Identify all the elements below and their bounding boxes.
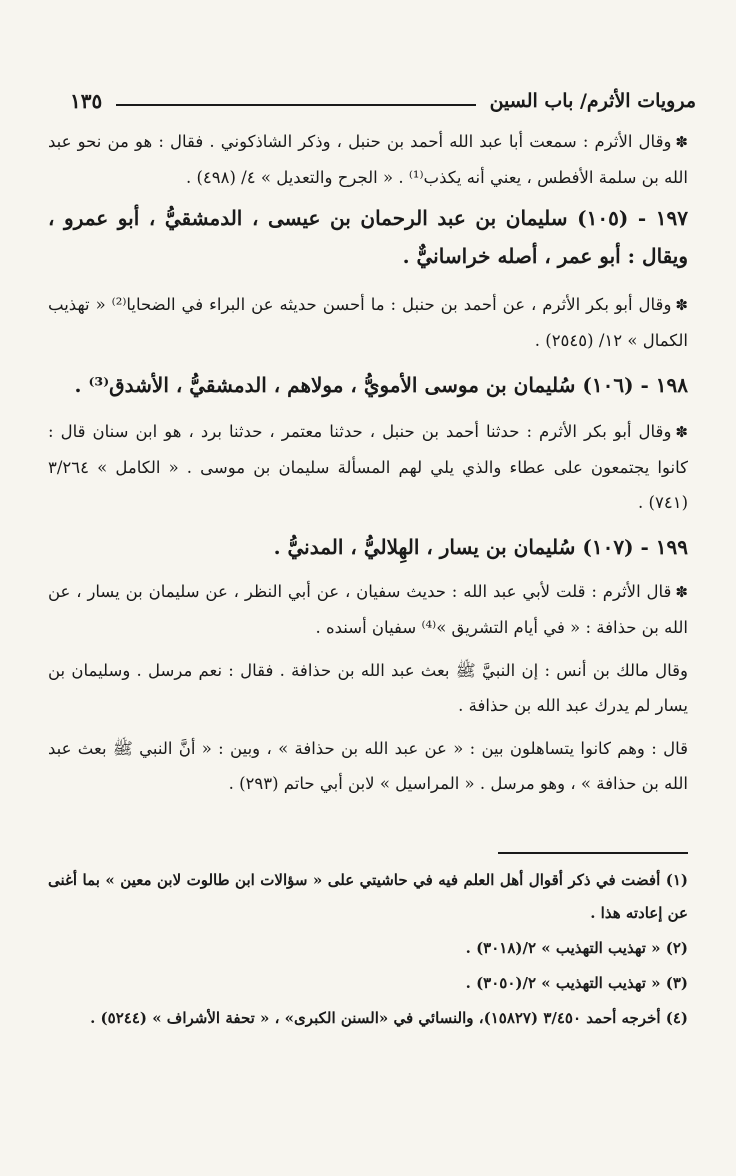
paragraph-3 [48, 414, 688, 520]
running-title: مرويات الأثرم/ باب السين [489, 90, 696, 112]
paragraph-text: وقال مالك بن أنس : إن النبيَّ ﷺ بعث عبد الله بن حذافة . فقال : نعم مرسل . وسليمان بن يسار لم يدرك عبد الله بن حذافة . [48, 661, 688, 715]
paragraph-text: قال : وهم كانوا يتساهلون بين : « عن عبد الله بن حذافة » ، وبين : « أنَّ النبي ﷺ بعث عبد الله بن حذافة » ، وهو مرسل . « المراسيل » لابن أبي حاتم (٢٩٣) . [48, 739, 688, 793]
page-header [40, 84, 696, 118]
entry-199: ١٩٩ - (١٠٧) سُليمان بن يسار ، الهِلاليُّ ، المدنيُّ . [273, 535, 688, 559]
paragraph-1 [48, 124, 688, 195]
page-number: ١٣٥ [70, 89, 103, 113]
paragraph-5 [48, 653, 688, 723]
footnote-3: (٣) « تهذيب التهذيب » ٢/(٣٠٥٠) . [465, 974, 688, 992]
entry-198: ١٩٨ - (١٠٦) سُليمان بن موسى الأمويُّ ، مولاهم ، الدمشقيُّ ، الأشدق⁽³⁾ . [74, 373, 688, 397]
asterism-icon: ✽ [675, 296, 688, 314]
paragraph-text: وقال أبو بكر الأثرم ، عن أحمد بن حنبل : ما أحسن حديثه عن البراء في الضحايا⁽²⁾ « تهذيب الكمال » ١٢/ (٢٥٤٥) . [48, 295, 688, 350]
main-text [48, 124, 688, 801]
paragraph-6 [48, 731, 688, 801]
paragraph-text: وقال الأثرم : سمعت أبا عبد الله أحمد بن حنبل ، وذكر الشاذكوني . فقال : هو من نحو عبد الله بن سلمة الأفطس ، يعني أنه يكذب⁽¹⁾ . « الجرح والتعديل » ٤/ (٤٩٨) . [48, 132, 688, 187]
paragraph-text: قال الأثرم : قلت لأبي عبد الله : حديث سفيان ، عن أبي النظر ، عن سليمان بن يسار ، عن الله بن حذافة : « في أيام التشريق »⁽⁴⁾ سفيان أسنده . [48, 582, 688, 637]
footnote-1: (١) أفضت في ذكر أقوال أهل العلم فيه في حاشيتي على « سؤالات ابن طالوت لابن معين » بما أغنى عن إعادته هذا . [48, 871, 688, 922]
footnote-4: (٤) أخرجه أحمد ٣/٤٥٠ (١٥٨٢٧)، والنسائي في «السنن الكبرى» ، « تحفة الأشراف » (٥٢٤٤) . [90, 1009, 688, 1027]
entry-197: ١٩٧ - (١٠٥) سليمان بن عبد الرحمان بن عيسى ، الدمشقيُّ ، أبو عمرو ، ويقال : أبو عمر ، أصله خراسانيٌّ . [48, 206, 688, 268]
asterism-icon: ✽ [675, 423, 688, 441]
paragraph-2 [48, 287, 688, 358]
asterism-icon: ✽ [675, 583, 688, 601]
footnote-separator [498, 852, 688, 854]
paragraph-text: وقال أبو بكر الأثرم : حدثنا أحمد بن حنبل ، حدثنا معتمر ، حدثنا برد ، هو ابن سنان قال : كانوا يجتمعون على عطاء والذي يلي لهم المسألة سليمان بن موسى . « الكامل » ٣/٢٦٤ (٧٤١) . [48, 422, 688, 512]
paragraph-4 [48, 574, 688, 645]
footnote-2: (٢) « تهذيب التهذيب » ٢/(٣٠١٨) . [465, 939, 688, 957]
footnotes [48, 864, 688, 1037]
asterism-icon: ✽ [675, 133, 688, 151]
header-rule [116, 104, 475, 106]
